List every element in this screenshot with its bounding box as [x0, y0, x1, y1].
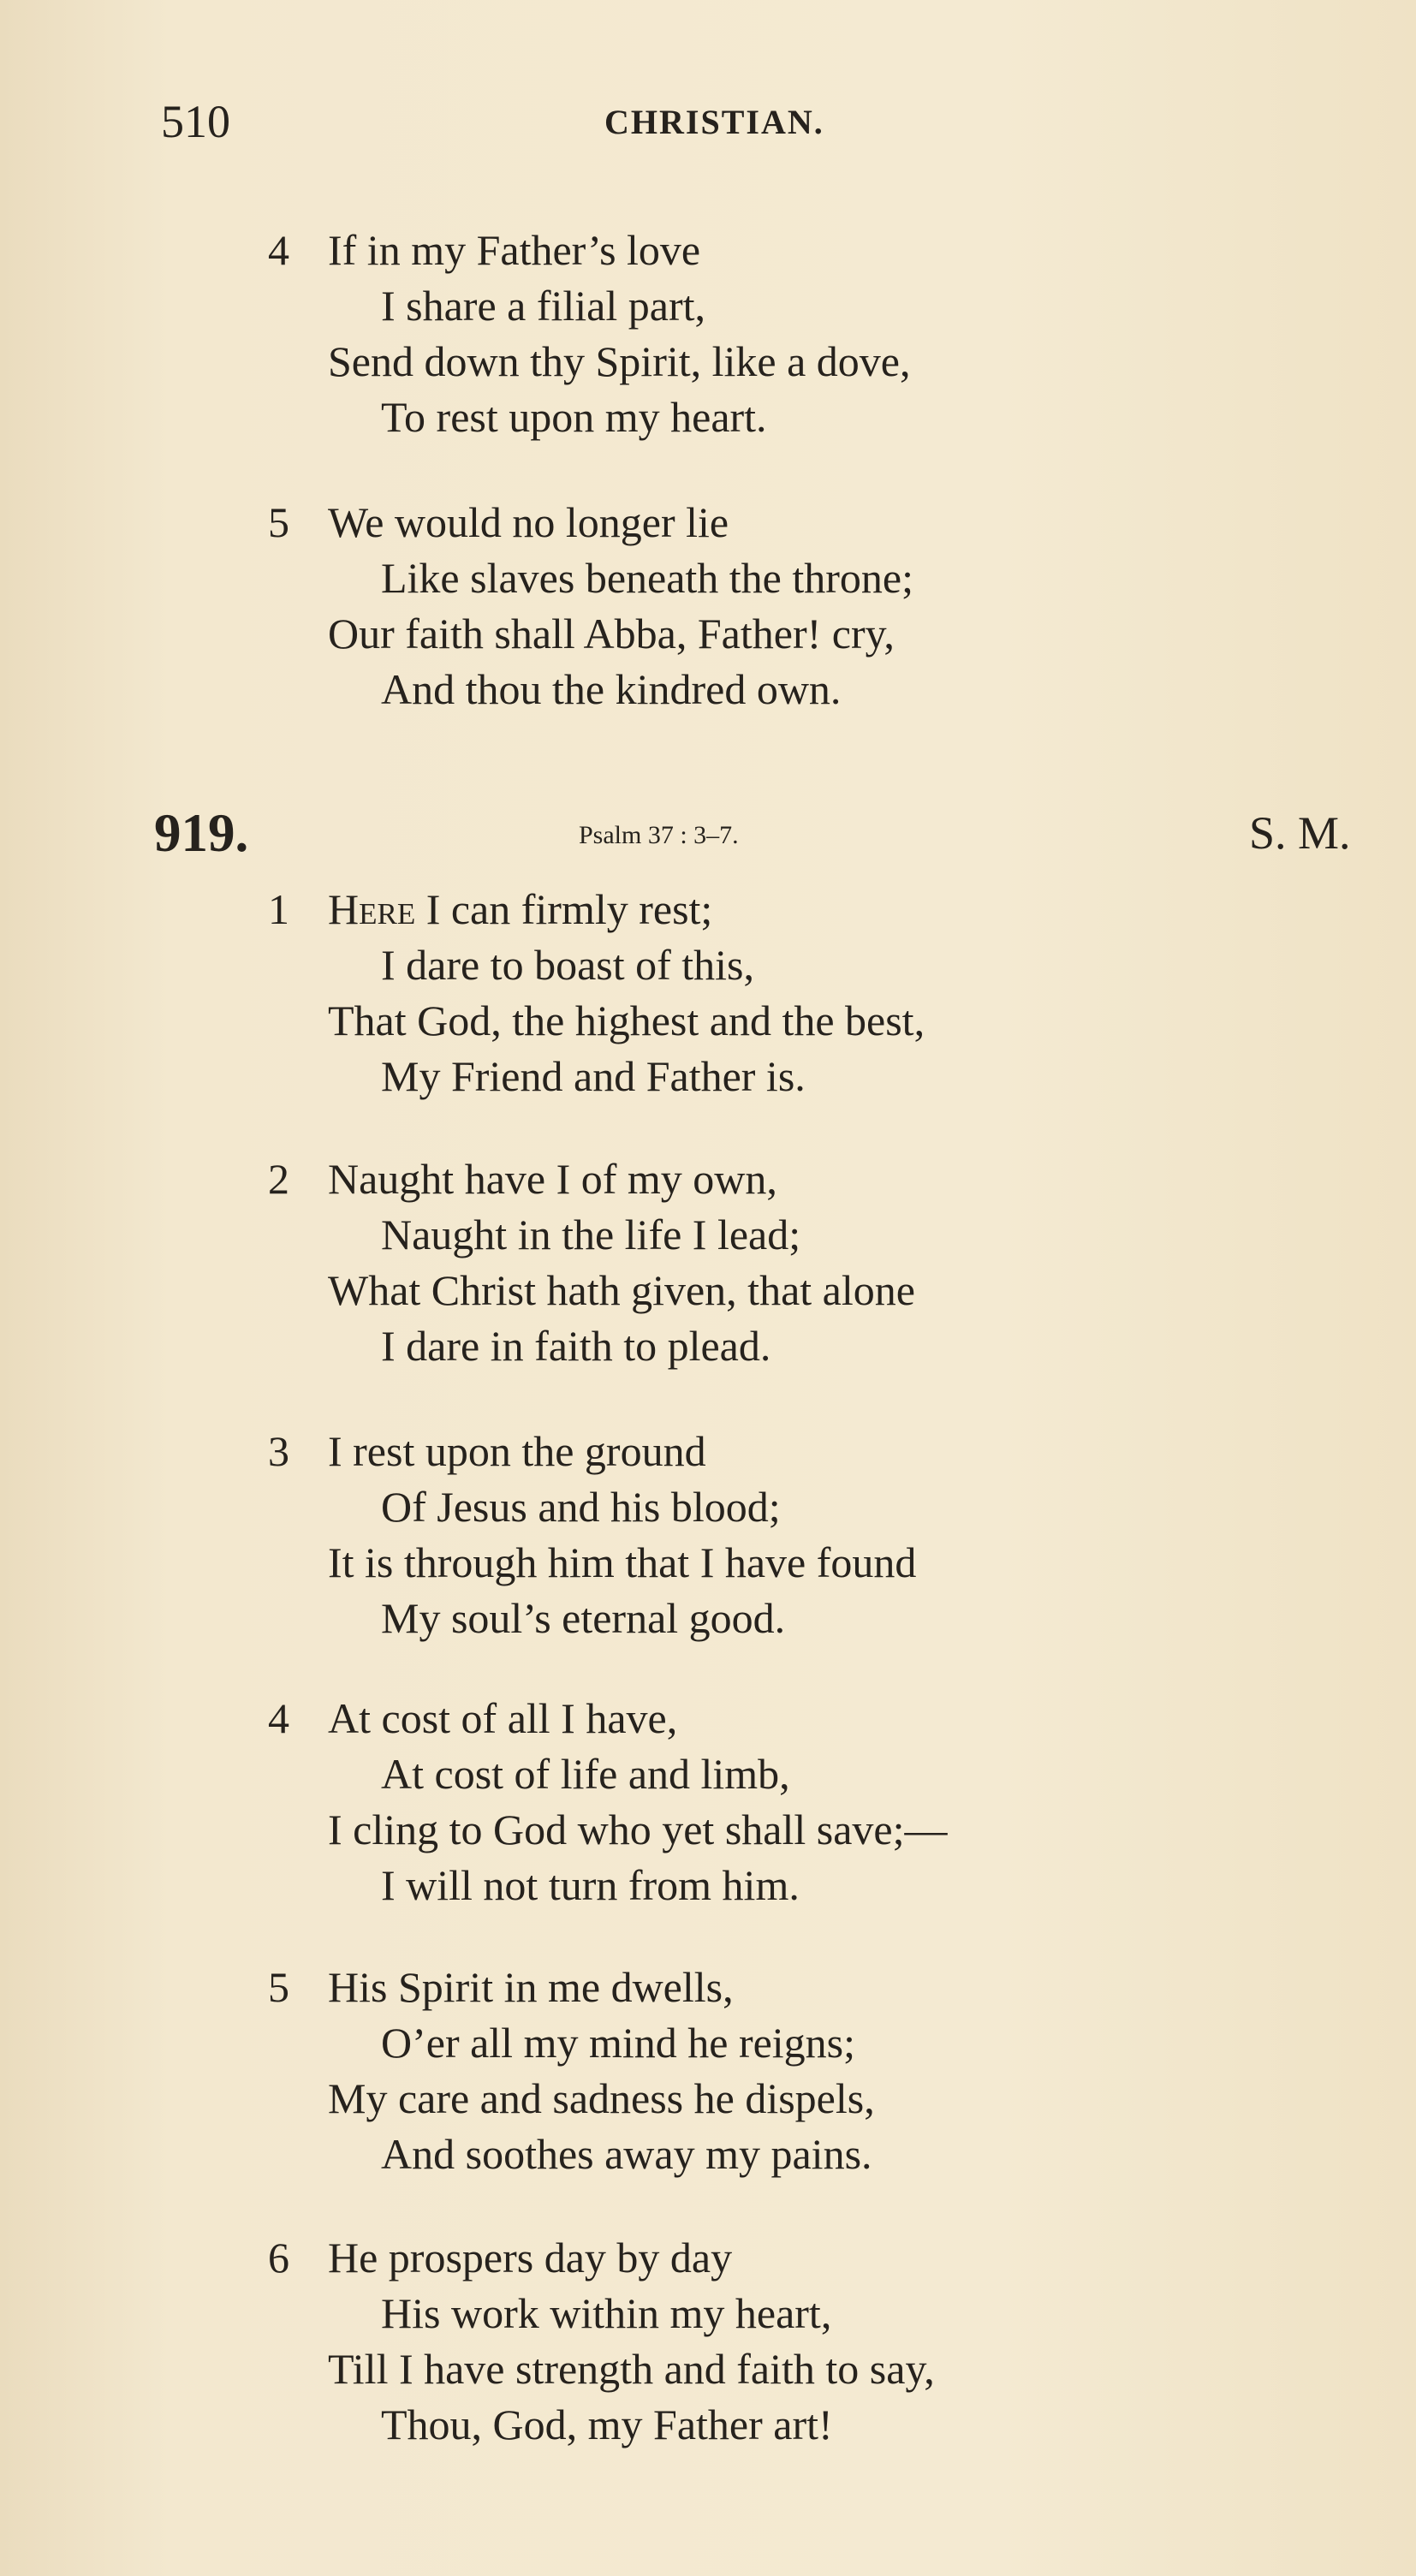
stanza-number: 4 [268, 226, 289, 274]
stanza-number: 2 [268, 1155, 289, 1203]
stanza-line: His Spirit in me dwells, [328, 1963, 734, 2011]
stanza-line [328, 882, 712, 937]
stanza-number: 4 [268, 1694, 289, 1742]
stanza-line: And soothes away my pains. [381, 2130, 872, 2178]
stanza-line: I will not turn from him. [381, 1861, 800, 1909]
hymn-number: 919. [154, 803, 249, 863]
stanza-line: Like slaves beneath the throne; [381, 554, 913, 602]
stanza-number: 1 [268, 885, 289, 933]
running-title: CHRISTIAN. [604, 103, 824, 141]
stanza-line: It is through him that I have found [328, 1538, 917, 1586]
stanza-line: I rest upon the ground [328, 1427, 706, 1475]
stanza-line: What Christ hath given, that alone [328, 1266, 915, 1314]
stanza-line: I dare in faith to plead. [381, 1322, 771, 1370]
stanza-number: 5 [268, 1963, 289, 2011]
stanza-line: I share a filial part, [381, 282, 705, 330]
stanza-number: 5 [268, 498, 289, 546]
stanza-number: 6 [268, 2234, 289, 2282]
stanza-line: Thou, God, my Father art! [381, 2400, 833, 2448]
stanza-line: He prospers day by day [328, 2234, 733, 2282]
stanza-line: That God, the highest and the best, [328, 996, 925, 1044]
meter-label: S. M. [1249, 807, 1351, 859]
stanza-line: My soul’s eternal good. [381, 1594, 786, 1642]
stanza-line: I dare to boast of this, [381, 941, 755, 989]
stanza-number: 3 [268, 1427, 289, 1475]
stanza-line: At cost of life and limb, [381, 1750, 790, 1798]
stanza-line: Naught have I of my own, [328, 1155, 777, 1203]
stanza-line: Of Jesus and his blood; [381, 1483, 781, 1531]
stanza-line: His work within my heart, [381, 2289, 832, 2337]
stanza-line: To rest upon my heart. [381, 393, 767, 441]
scripture-reference: Psalm 37 : 3–7. [579, 821, 739, 849]
page-number: 510 [161, 96, 230, 147]
line-remainder: I can firmly rest; [415, 885, 713, 933]
stanza-line: At cost of all I have, [328, 1694, 678, 1742]
small-caps-first-word: Here [328, 885, 416, 933]
stanza-line: We would no longer lie [328, 498, 729, 546]
stanza-line: O’er all my mind he reigns; [381, 2019, 856, 2067]
stanza-line: Our faith shall Abba, Father! cry, [328, 610, 895, 657]
stanza-line: And thou the kindred own. [381, 665, 842, 713]
stanza-line: I cling to God who yet shall save;— [328, 1806, 948, 1853]
stanza-line: My care and sadness he dispels, [328, 2074, 875, 2122]
stanza-line: Send down thy Spirit, like a dove, [328, 337, 911, 385]
stanza-line: Naught in the life I lead; [381, 1211, 801, 1258]
stanza-line: If in my Father’s love [328, 226, 701, 274]
stanza-line: Till I have strength and faith to say, [328, 2345, 935, 2393]
stanza-line: My Friend and Father is. [381, 1052, 806, 1100]
